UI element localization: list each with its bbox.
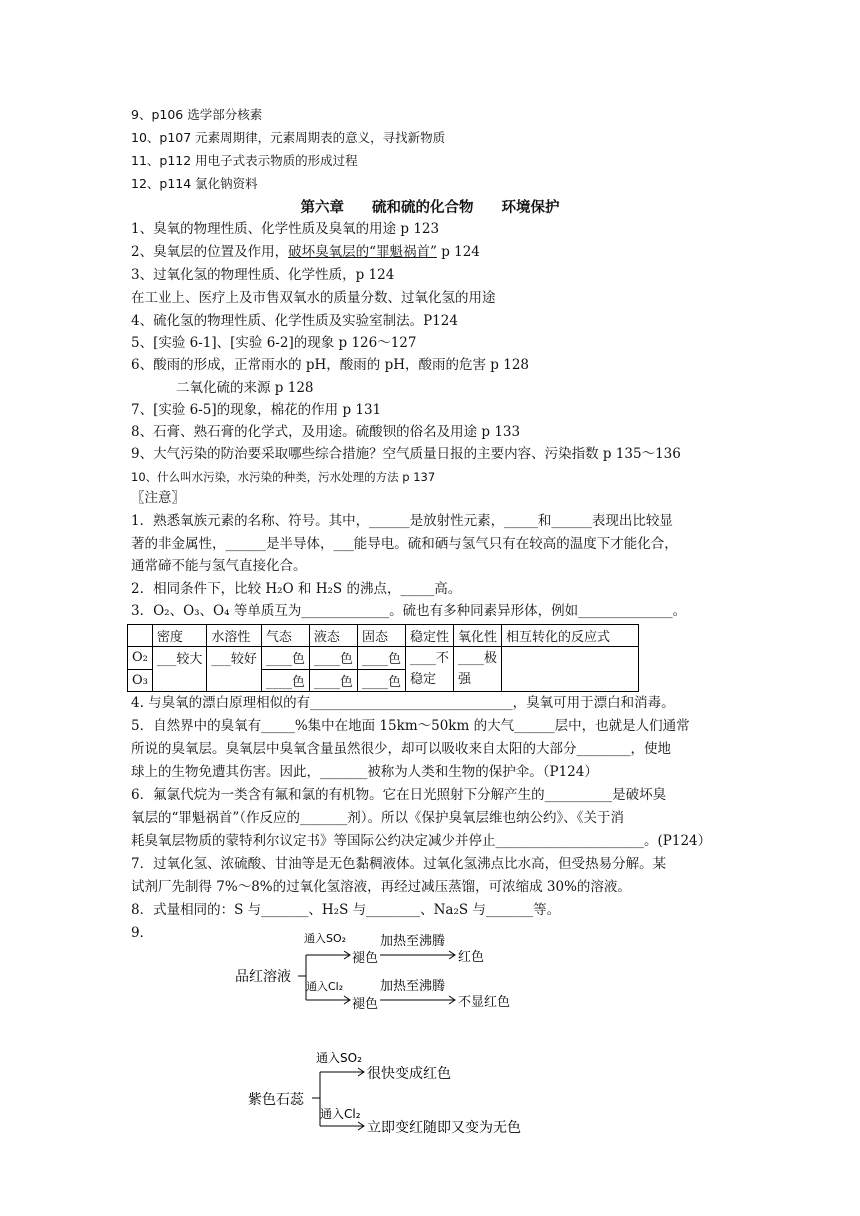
- table-cell: [405, 647, 453, 692]
- table-cell: ____色: [357, 669, 405, 692]
- item-8: 8、石膏、熟石膏的化学式，及用途。硫酸钡的俗名及用途 p 133: [131, 424, 521, 440]
- note-1-line-2: 著的非金属性，______是半导体，___能导电。硫和硒与氢气只有在较高的温度下才能化合，: [131, 536, 678, 552]
- note-6-line-2: 氧层的“罪魁祸首”（作反应的_______剂）。所以《保护臭氧层维也纳公约》、《关于消: [131, 810, 625, 826]
- table-cell: [453, 647, 501, 692]
- table-cell: ____色: [357, 647, 405, 670]
- table-header-cell: 气态: [261, 625, 309, 647]
- chapter-topic: 环境保护: [501, 200, 560, 216]
- note-8: 8．式量相同的：S 与_______、H₂S 与________、Na₂S 与_______等。: [131, 902, 561, 918]
- diagram1-lower-heat: 加热至沸腾: [380, 979, 446, 994]
- table-header-cell: 相互转化的反应式: [501, 625, 638, 647]
- note-9: 9．: [131, 925, 154, 941]
- note-5-line-3: 球上的生物免遭其伤害。因此，_______被称为人类和生物的保护伞。（P124）: [131, 764, 598, 780]
- table-cell-line: ____不: [409, 651, 449, 666]
- diagram2-start: 紫色石蕊: [248, 1092, 304, 1108]
- table-cell: ____色: [261, 647, 309, 670]
- item-7: 7、[实验 6-5]的现象，棉花的作用 p 131: [131, 402, 382, 418]
- note-3: 3．O₂、O₃、O₄ 等单质互为_____________。硫也有多种同素异形体，例如______________。: [131, 603, 687, 619]
- note-2: 2．相同条件下，比较 H₂O 和 H₂S 的沸点，_____高。: [131, 581, 462, 597]
- table-header-cell: 稳定性: [405, 625, 453, 647]
- item-3-extra: 在工业上、医疗上及市售双氧水的质量分数、过氧化氢的用途: [131, 290, 496, 306]
- table-header-cell: [128, 625, 153, 647]
- table-header-cell: 氧化性: [453, 625, 501, 647]
- table-cell: O₃: [128, 669, 153, 692]
- item-3: 3、过氧化氢的物理性质、化学性质，p 124: [131, 267, 395, 283]
- diagram2-lower-reagent: 通入Cl₂: [320, 1107, 361, 1121]
- item-1: 1、臭氧的物理性质、化学性质及臭氧的用途 p 123: [131, 221, 440, 237]
- note-5-line-1: 5．自然界中的臭氧有_____%集中在地面 15km～50km 的大气______层中，也就是人们通常: [131, 718, 690, 734]
- notes-header: 〖注意〗: [131, 490, 185, 506]
- litmus-diagram: [240, 1050, 570, 1150]
- item-2: [131, 243, 480, 261]
- table-cell: ___较好: [207, 647, 262, 692]
- table-cell: ____色: [309, 647, 357, 670]
- table-cell-line: ____极: [457, 651, 497, 666]
- note-4: 4. 与臭氧的漂白原理相似的有______________________________，臭氧可用于漂白和消毒。: [131, 695, 675, 711]
- diagram1-lower-result: 褪色: [352, 997, 379, 1012]
- item-6-extra: 二氧化硫的来源 p 128: [176, 380, 314, 396]
- list-item-9: 9、p106 选学部分核素: [131, 107, 263, 122]
- note-7-line-2: 试剂厂先制得 7%～8%的过氧化氢溶液，再经过减压蒸馏，可浓缩成 30%的溶液。: [131, 879, 631, 895]
- table-cell: ____色: [309, 669, 357, 692]
- item-10: 10、什么叫水污染，水污染的种类，污水处理的方法 p 137: [131, 470, 436, 484]
- note-1-line-3: 通常碲不能与氢气直接化合。: [131, 558, 307, 574]
- table-header-cell: 密度: [152, 625, 207, 647]
- table-cell: [501, 647, 638, 692]
- table-header-cell: 水溶性: [207, 625, 262, 647]
- diagram1-start: 品红溶液: [235, 969, 291, 985]
- diagram2-upper-result: 很快变成红色: [367, 1066, 451, 1082]
- item-5: 5、[实验 6-1]、[实验 6-2]的现象 p 126～127: [131, 335, 417, 351]
- table-cell: ____色: [261, 669, 309, 692]
- note-6-line-3: 耗臭氧层物质的蒙特利尔议定书》等国际公约决定减少并停止______________________。(P124）: [131, 833, 712, 849]
- diagram1-upper-heat: 加热至沸腾: [380, 934, 446, 949]
- magenta-solution-diagram: [220, 928, 550, 1038]
- diagram2-lower-result: 立即变红随即又变为无色: [367, 1120, 521, 1136]
- item-9: 9、大气污染的防治要采取哪些综合措施？空气质量日报的主要内容、污染指数 p 135～136: [131, 446, 681, 462]
- item-6: 6、酸雨的形成，正常雨水的 pH，酸雨的 pH，酸雨的危害 p 128: [131, 357, 529, 373]
- diagram2-upper-reagent: 通入SO₂: [316, 1051, 362, 1065]
- table-cell: ___较大: [152, 647, 207, 692]
- item-2-text: 2、臭氧层的位置及作用，: [131, 244, 289, 260]
- diagram1-upper-final: 红色: [458, 950, 485, 965]
- item-2-underlined: 破坏臭氧层的“罪魁祸首”: [288, 244, 437, 260]
- table-cell: O₂: [128, 647, 153, 670]
- chapter-title: [0, 196, 860, 217]
- diagram1-lower-reagent: 通入Cl₂: [306, 980, 344, 993]
- item-4: 4、硫化氢的物理性质、化学性质及实验室制法。P124: [131, 313, 458, 329]
- note-6-line-1: 6．氟氯代烷为一类含有氟和氯的有机物。它在日光照射下分解产生的__________是破坏臭: [131, 787, 667, 803]
- diagram1-upper-reagent: 通入SO₂: [304, 932, 347, 945]
- list-item-10: 10、p107 元素周期律，元素周期表的意义，寻找新物质: [131, 130, 446, 145]
- table-header-row: [128, 625, 639, 647]
- table-header-cell: 固态: [357, 625, 405, 647]
- note-7-line-1: 7．过氧化氢、浓硫酸、甘油等是无色黏稠液体。过氧化氢沸点比水高，但受热易分解。某: [131, 856, 667, 872]
- table-cell-line: 强: [457, 672, 471, 687]
- ozone-properties-table: [127, 624, 639, 692]
- table-cell-line: 稳定: [409, 672, 436, 687]
- list-item-11: 11、p112 用电子式表示物质的形成过程: [131, 153, 358, 168]
- table-header-cell: 液态: [309, 625, 357, 647]
- list-item-12: 12、p114 氯化钠资料: [131, 176, 258, 191]
- chapter-number: 第六章: [300, 200, 344, 216]
- note-1-line-1: 1．熟悉氧族元素的名称、符号。其中，______是放射性元素，_____和______表现出比较显: [131, 513, 673, 529]
- item-2-page: p 124: [436, 244, 480, 260]
- diagram1-upper-result: 褪色: [352, 951, 379, 966]
- chapter-name: 硫和硫的化合物: [372, 200, 474, 216]
- table-row: [128, 647, 639, 670]
- note-5-line-2: 所说的臭氧层。臭氧层中臭氧含量虽然很少，却可以吸收来自太阳的大部分________，使地: [131, 741, 671, 757]
- diagram1-lower-final: 不显红色: [458, 995, 511, 1010]
